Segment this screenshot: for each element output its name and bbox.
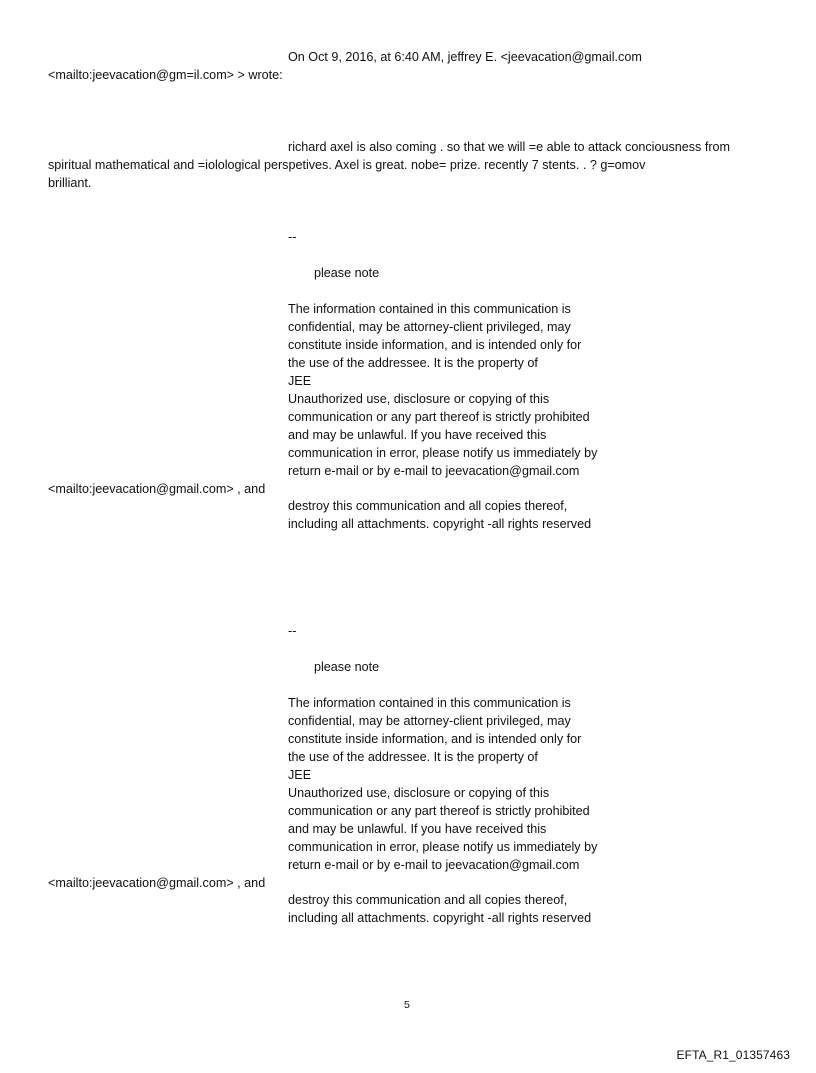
disclaimer-line: return e-mail or by e-mail to jeevacation@gmail.com xyxy=(288,858,580,872)
message-line: spiritual mathematical and =iolological perspetives. Axel is great. nobe= prize. recently 7 stents. . ? g=omov xyxy=(48,158,646,172)
disclaimer-line: confidential, may be attorney-client privileged, may xyxy=(288,714,571,728)
disclaimer-line: constitute inside information, and is intended only for xyxy=(288,338,582,352)
document-id: EFTA_R1_01357463 xyxy=(676,1048,790,1062)
signature-separator: -- xyxy=(288,230,297,244)
message-line: brilliant. xyxy=(48,176,92,190)
disclaimer-line: The information contained in this communication is xyxy=(288,696,571,710)
disclaimer-body xyxy=(288,694,628,874)
disclaimer-line: destroy this communication and all copies thereof, xyxy=(288,893,568,907)
disclaimer-line: communication in error, please notify us immediately by xyxy=(288,446,598,460)
disclaimer-line: The information contained in this communication is xyxy=(288,302,571,316)
disclaimer-mailto: <mailto:jeevacation@gmail.com> , and xyxy=(48,876,266,890)
disclaimer-line: communication or any part thereof is strictly prohibited xyxy=(288,410,590,424)
email-header-mailto: <mailto:jeevacation@gm=il.com> > wrote: xyxy=(48,68,283,82)
disclaimer-line: JEE xyxy=(288,768,312,782)
disclaimer-tail xyxy=(288,891,628,927)
disclaimer-line: and may be unlawful. If you have received this xyxy=(288,822,547,836)
signature-separator: -- xyxy=(288,624,297,638)
disclaimer-line: Unauthorized use, disclosure or copying of this xyxy=(288,786,550,800)
disclaimer-title: please note xyxy=(314,660,380,674)
disclaimer-body xyxy=(288,300,628,480)
disclaimer-line: constitute inside information, and is intended only for xyxy=(288,732,582,746)
page-number: 5 xyxy=(404,999,410,1011)
disclaimer-line: and may be unlawful. If you have received this xyxy=(288,428,547,442)
disclaimer-line: Unauthorized use, disclosure or copying of this xyxy=(288,392,550,406)
disclaimer-line: communication in error, please notify us immediately by xyxy=(288,840,598,854)
disclaimer-tail xyxy=(288,497,628,533)
message-line: richard axel is also coming . so that we will =e able to attack conciousness from xyxy=(288,140,731,154)
disclaimer-line: return e-mail or by e-mail to jeevacation@gmail.com xyxy=(288,464,580,478)
disclaimer-mailto: <mailto:jeevacation@gmail.com> , and xyxy=(48,482,266,496)
disclaimer-title: please note xyxy=(314,266,380,280)
disclaimer-line: the use of the addressee. It is the property of xyxy=(288,356,538,370)
disclaimer-line: the use of the addressee. It is the property of xyxy=(288,750,538,764)
disclaimer-line: confidential, may be attorney-client privileged, may xyxy=(288,320,571,334)
disclaimer-line: including all attachments. copyright -all rights reserved xyxy=(288,517,592,531)
disclaimer-line: including all attachments. copyright -all rights reserved xyxy=(288,911,592,925)
disclaimer-line: communication or any part thereof is strictly prohibited xyxy=(288,804,590,818)
disclaimer-line: destroy this communication and all copies thereof, xyxy=(288,499,568,513)
disclaimer-line: JEE xyxy=(288,374,312,388)
email-header-line: On Oct 9, 2016, at 6:40 AM, jeffrey E. <jeevacation@gmail.com xyxy=(288,50,642,64)
